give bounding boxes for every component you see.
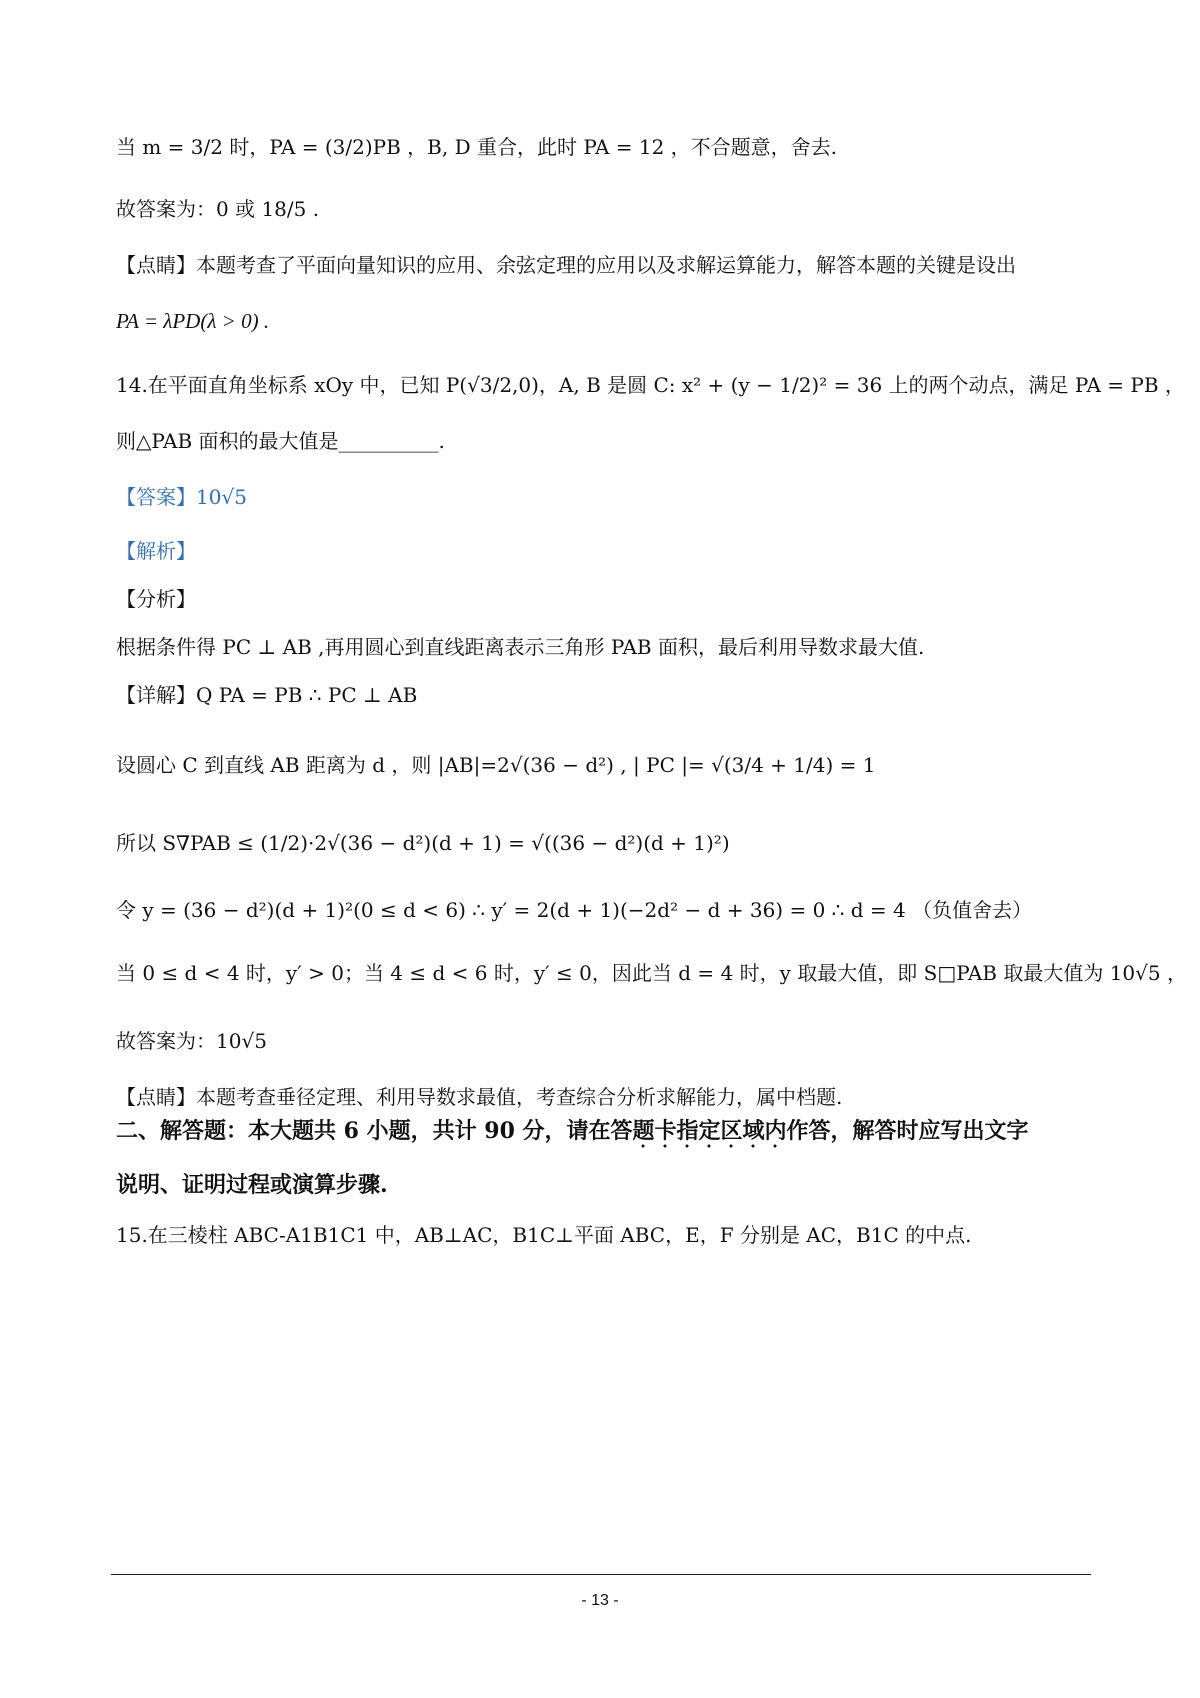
fenxi-text: 根据条件得 PC ⊥ AB ,再用圆心到直线距离表示三角形 PAB 面积，最后利用导数求最大值. [116, 635, 925, 659]
text-line-m-three-halves: 当 m = 3/2 时，PA = (3/2)PB ，B, D 重合，此时 PA = 12 ，不合题意，舍去. [116, 135, 838, 159]
detail-derivative: 令 y = (36 − d²)(d + 1)²(0 ≤ d < 6) ∴ y′ = 2(d + 1)(−2d² − d + 36) = 0 ∴ d = 4 （负值舍去） [116, 898, 1033, 922]
section-two-heading-cont: 说明、证明过程或演算步骤. [116, 1172, 388, 1198]
fenxi-heading: 【分析】 [116, 587, 196, 611]
section-two-heading: 二、解答题：本大题共 6 小题，共计 90 分，请在答题卡指定区域内作答，解答时应写出文字 [116, 1118, 1029, 1144]
text-line-dianjing-13: 【点睛】本题考查了平面向量知识的应用、余弦定理的应用以及求解运算能力，解答本题的关键是设出 [116, 253, 1016, 277]
detail-monotonic: 当 0 ≤ d < 4 时，y′ > 0；当 4 ≤ d < 6 时，y′ ≤ 0，因此当 d = 4 时，y 取最大值，即 S□PAB 取最大值为 10√5 ， [116, 961, 1187, 985]
detail-area-inequality: 所以 S∇PAB ≤ (1/2)·2√(36 − d²)(d + 1) = √((36 − d²)(d + 1)²) [116, 831, 730, 855]
detail-heading: 【详解】Q PA = PB ∴ PC ⊥ AB [116, 683, 418, 707]
emphasis-dots [632, 1144, 792, 1148]
footer-rule [111, 1574, 1091, 1575]
question-15-statement: 15.在三棱柱 ABC-A1B1C1 中，AB⊥AC，B1C⊥平面 ABC，E，F 分别是 AC，B1C 的中点. [116, 1223, 972, 1247]
text-line-vector-pa-lambda: PA = λPD(λ > 0) . [116, 309, 270, 333]
page-number: - 13 - [581, 1592, 619, 1609]
question-14-blank: 则△PAB 面积的最大值是__________. [116, 429, 445, 453]
text-line-answer-0-or-18-5: 故答案为：0 或 18/5 . [116, 197, 320, 221]
answer-heading: 【答案】10√5 [116, 485, 247, 509]
dianjing-14: 【点睛】本题考查垂径定理、利用导数求最值，考查综合分析求解能力，属中档题. [116, 1085, 843, 1109]
answer-10-root5: 故答案为：10√5 [116, 1029, 267, 1053]
question-14-statement: 14.在平面直角坐标系 xOy 中，已知 P(√3/2,0)，A, B 是圆 C: x² + (y − 1/2)² = 36 上的两个动点，满足 PA = PB ， [116, 373, 1185, 397]
analysis-heading: 【解析】 [116, 539, 196, 563]
detail-distance-line: 设圆心 C 到直线 AB 距离为 d ，则 |AB|=2√(36 − d²) , | PC |= √(3/4 + 1/4) = 1 [116, 753, 876, 777]
